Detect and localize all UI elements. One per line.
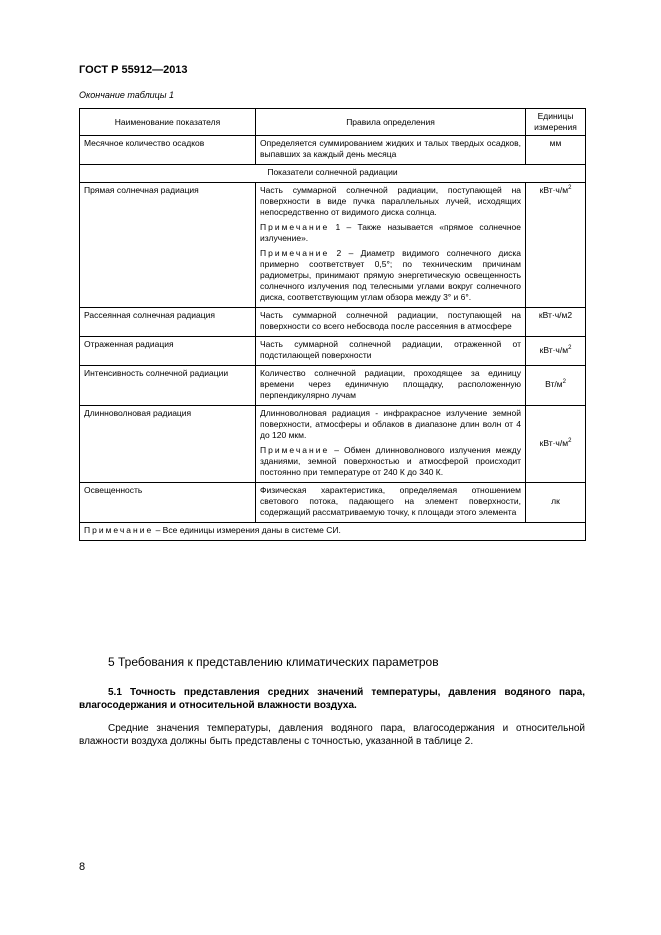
row-definition-block [256,183,526,308]
row-definition: Часть суммарной солнечной радиации, отраженной от подстилающей поверхности [256,337,526,366]
note-text: – Обмен длинноволнового излучения между зданиями, земной поверхностью и атмосферой происходит постоянно при температуре от 240 К до 340 К. [260,445,521,477]
row-unit [526,183,586,308]
row-name: Освещенность [80,483,256,523]
unit-base: кВт·ч/м [539,437,569,448]
row-name: Отраженная радиация [80,337,256,366]
footnote-text: – Все единицы измерения даны в системе СИ. [153,525,341,535]
table-row [80,136,586,165]
unit-exponent: 2 [568,344,572,351]
row-definition: Определяется суммированием жидких и талых твердых осадков, выпавших за каждый день месяца [256,136,526,165]
table-row [80,483,586,523]
unit-exponent: 2 [568,185,572,191]
row-definition: Часть суммарной солнечной радиации, поступающей на поверхности в виде пучка параллельных лучей, исходящих непосредственно от видимого диска солнца. [260,185,521,217]
row-definition: Количество солнечной радиации, проходящее за единицу времени через единичную площадку, расположенную перпендикулярно лучам [256,366,526,406]
table-footnote-row [80,523,586,541]
document-header: ГОСТ Р 55912—2013 [79,64,188,76]
note-label: Примечание [260,248,330,258]
body-paragraph: Средние значения температуры, давления водяного пара, влагосодержания и относительной влажности воздуха должны быть представлены с точностью, указанной в таблице 2. [79,723,585,747]
row-note [260,248,521,303]
subsection-heading: 5.1 Точность представления средних значений температуры, давления водяного пара, влагосодержания и относительной влажности воздуха. [79,687,585,711]
table-row [80,406,586,483]
note-label: Примечание [260,222,330,232]
unit-base: кВт·ч/м [539,185,569,195]
table-row [80,308,586,337]
unit-exponent: 2 [562,379,566,385]
row-unit: лк [526,483,586,523]
table-section-row [80,165,586,183]
section-heading: 5 Требования к представлению климатических параметров [108,655,439,669]
row-name: Прямая солнечная радиация [80,183,256,308]
section-label: Показатели солнечной радиации [80,165,586,183]
row-unit: кВт·ч/м2 [526,308,586,337]
row-definition: Физическая характеристика, определяемая отношением светового потока, падающего на элемент поверхности, содержащий рассматриваемую точку, к площади этого элемента [256,483,526,523]
note-text: 1 – Также называется «прямое солнечное излучение». [260,222,521,243]
row-name: Рассеянная солнечная радиация [80,308,256,337]
footnote-label: Примечание [84,525,154,535]
row-definition: Длинноволновая радиация - инфракрасное излучение земной поверхности, атмосферы и облаков в диапазоне длин волн от 4 до 120 мкм. [260,408,521,440]
unit-exponent: 2 [568,437,572,444]
column-header-unit: Единицы измерения [526,109,586,136]
column-header-name: Наименование показателя [80,109,256,136]
table-row [80,183,586,308]
row-unit [526,406,586,483]
table-caption: Окончание таблицы 1 [79,90,174,100]
row-unit [526,337,586,366]
row-unit [526,366,586,406]
unit-base: кВт·ч/м [539,344,569,355]
unit-base: Вт/м [545,379,563,389]
table-footnote [80,523,586,541]
table-header-row [80,109,586,136]
row-definition: Часть суммарной солнечной радиации, поступающей на поверхности со всего небосвода после рассеяния в атмосфере [256,308,526,337]
page-number: 8 [79,861,86,873]
row-unit: мм [526,136,586,165]
parameters-table [79,108,586,541]
row-note [260,222,521,244]
row-name: Интенсивность солнечной радиации [80,366,256,406]
table-row [80,337,586,366]
row-name: Длинноволновая радиация [80,406,256,483]
table-row [80,366,586,406]
row-note [260,445,521,478]
row-name: Месячное количество осадков [80,136,256,165]
note-text: 2 – Диаметр видимого солнечного диска примерно соответствует 0,5°; по техническим причинам радиометры, принимают прямую энергетическую освещенность солнечного излучения под телесными углами вокруг солнечного диска, соответствующим углам обзора между 3° и 6°. [260,248,521,302]
column-header-rule: Правила определения [256,109,526,136]
row-definition-block [256,406,526,483]
note-label: Примечание [260,445,330,455]
